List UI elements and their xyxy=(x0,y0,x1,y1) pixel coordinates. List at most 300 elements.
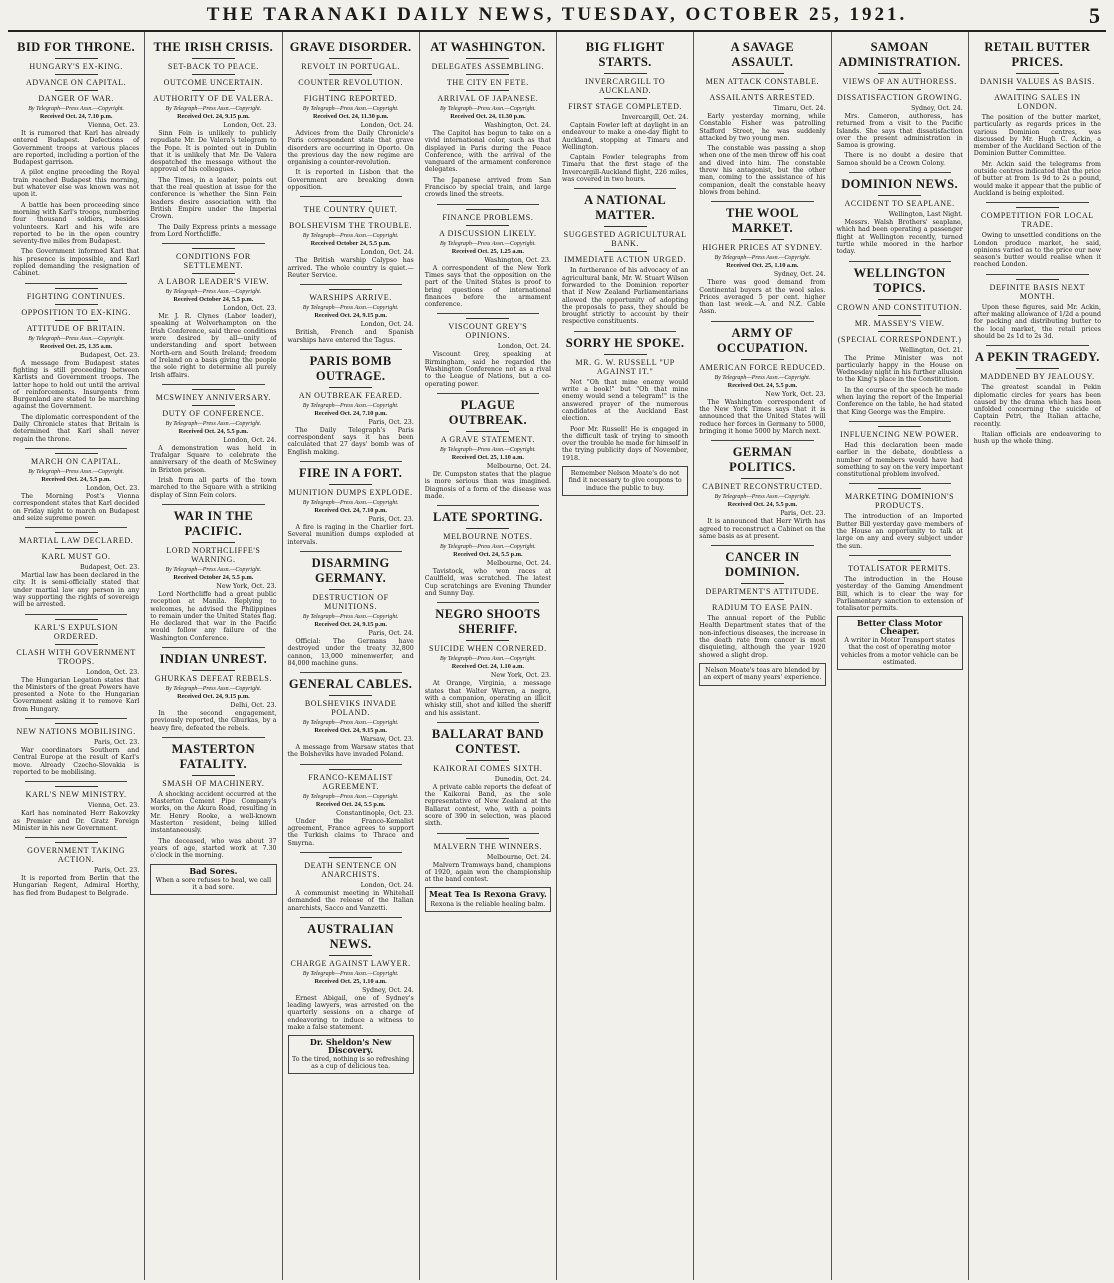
deck-rule xyxy=(55,842,98,843)
subheading: ASSAILANTS ARRESTED. xyxy=(709,93,816,102)
dateline: Sydney, Oct. 24. xyxy=(773,271,826,279)
divider xyxy=(437,833,539,834)
article-paragraph: The Times, in a leader, points out that the real question at issue for the conference is whether the Sinn Fein leaders desire association with the British Empire under the Imperial Crown. xyxy=(150,176,277,221)
subheading: SUGGESTED AGRICULTURAL BANK. xyxy=(563,230,687,249)
received-time: Received Oct. 24, 5.5 p.m. xyxy=(727,501,798,509)
deck-rule xyxy=(878,73,921,74)
byline: By Telegraph—Press Assn.—Copyright. xyxy=(302,613,399,620)
subheading: DANGER OF WAR. xyxy=(38,94,114,103)
deck-rule xyxy=(329,289,372,290)
deck-rule xyxy=(466,760,509,761)
subheading: FRANCO-KEMALIST AGREEMENT. xyxy=(308,772,393,791)
article-paragraph: The constable was passing a shop when one of the men threw off his coat and dived into him. The constable threw his antagonist, but the other man, coming to the assistance of his companion, dealt the constable heavy blows from behind. xyxy=(699,145,826,196)
subheading: THE CITY EN FETE. xyxy=(446,78,529,87)
received-time: Received Oct. 25, 1.10 a.m. xyxy=(451,453,524,461)
dateline: New York, Oct. 23. xyxy=(765,390,826,398)
article xyxy=(288,40,414,191)
headline: WELLINGTON TOPICS. xyxy=(853,265,946,295)
divider xyxy=(300,852,402,853)
deck-rule xyxy=(55,90,98,91)
article-paragraph: A private cable reports the defeat of the Kaikorai Band, as the sole representative of New Zealand at the Ballarat contest, who, with a points score of 390 in selection, was placed sixth. xyxy=(424,783,551,828)
divider xyxy=(574,331,676,332)
article-paragraph: A pilot engine preceding the Royal train reached Budapest this morning, but whatever else was known was not upon it. xyxy=(13,169,140,199)
divider xyxy=(25,448,127,449)
article-paragraph: The position of the butter market, particularly as regards prices in the various Dominion centres, was discussed by Mr. Hugh C. Ackin, a member of the Auckland Section of the Dominion Butter Committee. xyxy=(973,114,1101,158)
byline: By Telegraph—Press Assn.—Copyright. xyxy=(165,685,262,692)
article-paragraph: It is reported from Berlin that the Hungarian Regent, Admiral Horthy, has fled from Budapest to Belgrade. xyxy=(13,875,140,897)
advertisement xyxy=(837,616,963,670)
dateline: Paris, Oct. 23. xyxy=(94,867,140,875)
deck-rule xyxy=(741,599,784,600)
article-paragraph: Sinn Fein is unlikely to publicly repudiate Mr. De Valera's telegram to the Pope. It is pointed out in Dublin that it is unlikely that Mr. De Valera despatched the message without the approval of his colleagues. xyxy=(150,130,277,174)
dateline: Paris, Oct. 23. xyxy=(368,516,414,524)
headline: BIG FLIGHT STARTS. xyxy=(585,40,665,69)
article-paragraph: The Daily Express prints a message from Lord Northcliffe. xyxy=(150,223,277,238)
received-time: Received Oct. 25, 1.10 a.m. xyxy=(726,262,799,270)
subheading: AWAITING SALES IN LONDON. xyxy=(994,93,1081,111)
article-paragraph: Malvern Tramways band, champions of 1920, again won the championship at the band contest. xyxy=(424,861,551,884)
deck-rule xyxy=(192,58,235,59)
deck-rule xyxy=(192,389,235,390)
subheading: CROWN AND CONSTITUTION. xyxy=(837,302,963,312)
received-time: Received Oct. 24, 5.5 p.m. xyxy=(453,551,523,559)
article xyxy=(974,202,1101,268)
byline: By Telegraph—Press Assn.—Copyright. xyxy=(714,494,811,501)
subheading: MADDENED BY JEALOUSY. xyxy=(980,372,1095,382)
divider xyxy=(300,461,402,462)
deck-rule xyxy=(878,315,921,316)
article-paragraph: The Morning Post's Vienna correspondent states that Karl decided on Friday night to march on Budapest and seize supreme power. xyxy=(13,492,140,522)
article-paragraph: Official: The Germans have destroyed under the treaty 32,800 cannon, 13,000 minenwerfer, and 84,000 machine guns. xyxy=(287,637,414,667)
deck-rule xyxy=(192,405,235,406)
deck-rule xyxy=(329,857,372,858)
received-time: Received Oct. 24, 5.5 p.m. xyxy=(41,475,111,483)
divider xyxy=(162,647,264,648)
byline: By Telegraph—Press Assn.—Copyright. xyxy=(165,289,262,296)
article-paragraph: The introduction in the House yesterday of the Gaming Amendment Bill, which is to clear the way for Parliamentary sanction to extension of totalisator permits. xyxy=(836,575,963,613)
article xyxy=(288,461,414,546)
headline: PLAGUE OUTBREAK. xyxy=(448,397,527,427)
deck-rule xyxy=(878,560,921,561)
deck-rule xyxy=(55,619,98,620)
deck-rule xyxy=(55,548,98,549)
byline: By Telegraph—Press Assn.—Copyright. xyxy=(302,793,399,800)
dateline: Delhi, Oct. 23. xyxy=(230,701,277,709)
dateline: New York, Oct. 23. xyxy=(490,672,551,680)
subheading: MUNITION DUMPS EXPLODE. xyxy=(288,488,413,498)
article-paragraph: Mr. J. R. Clynes (Labor leader), speaking at Wolverhampton on the Irish Conference, said three conditions were desired by all—unity of understanding and sport between North-ern and South Ireland; freedom of Ireland on a basis giving the people the sole right to determine all purely Irish affairs. xyxy=(150,313,277,379)
article xyxy=(425,393,551,500)
article-paragraph: Messrs. Walsh Brothers' seaplane, which had been operating a passenger flight at Wellington recently, turned turtle while moored in the harbor today. xyxy=(836,219,963,256)
article-paragraph: Mr. Ackin said the telegrams from outside centres indicated that the price of butter at from 1s 9d to 2s a pound, would make it appear that the public of Auckland is being exploited. xyxy=(973,160,1101,197)
article-paragraph: Lord Northcliffe had a great public reception at Manila. Replying to welcomes, he advised the Philippines to remain under the United States flag. He declared that war in the Pacific would follow any failure of the Washington Conference. xyxy=(150,590,277,642)
subheading: SUICIDE WHEN CORNERED. xyxy=(429,644,547,654)
article xyxy=(13,448,139,522)
article xyxy=(699,321,825,435)
divider xyxy=(300,196,402,197)
subheading: SMASH OF MACHINERY. xyxy=(162,778,265,788)
dateline: Sydney, Oct. 24. xyxy=(362,986,414,994)
advertisement xyxy=(699,663,825,686)
dateline: Washington, Oct. 23. xyxy=(484,256,551,264)
headline: A SAVAGE ASSAULT. xyxy=(730,40,795,69)
subheading: MARTIAL LAW DECLARED. xyxy=(18,536,134,546)
received-time: Received October 24, 5.5 p.m. xyxy=(310,240,391,248)
deck-rule xyxy=(55,532,98,533)
article-paragraph: A shocking accident occurred at the Masterton Cement Pipe Company's works, on the Akura Road, resulting in Mr. Henry Rooke, a well-known Masterton resident, being killed instantaneously. xyxy=(150,790,277,835)
article xyxy=(837,40,963,167)
article-paragraph: The Daily Telegraph's Paris correspondent says it has been calculated that 27 days' bomb was of English making. xyxy=(287,426,414,456)
divider xyxy=(162,243,264,244)
deck-rule xyxy=(329,74,372,75)
deck-rule xyxy=(1016,89,1059,90)
divider xyxy=(574,188,676,189)
dateline: Vienna, Oct. 23. xyxy=(87,802,140,810)
deck-rule xyxy=(329,58,372,59)
article-paragraph: The diplomatic correspondent of the Daily Chronicle states that Britain is determined that Karl shall never regain the throne. xyxy=(13,413,140,443)
received-time: Received October 24, 5.5 p.m. xyxy=(173,296,254,304)
dateline: Invercargill, Oct. 24. xyxy=(621,114,689,121)
article-paragraph: Tavistock, who won races at Caulfield, was scratched. The latest Cup scratchings are Evening Thunder and Sunny Day. xyxy=(424,568,551,598)
subheading: (SPECIAL CORRESPONDENT.) xyxy=(837,334,962,344)
article-paragraph: The introduction of an Imported Butter Bill yesterday gave members of the House an opportunity to talk at large on any and every subject under the sun. xyxy=(836,513,963,550)
byline: By Telegraph—Press Assn.—Copyright. xyxy=(302,720,399,727)
dateline: Melbourne, Oct. 24. xyxy=(486,853,551,861)
article-paragraph: The British warship Calypso has arrived. The whole country is quiet.—Reuter Service. xyxy=(287,257,414,279)
dateline: Paris, Oct. 23. xyxy=(368,418,414,426)
dateline: London, Oct. 23. xyxy=(86,484,140,492)
byline: By Telegraph—Press Assn.—Copyright. xyxy=(28,106,125,112)
dateline: Paris, Oct. 23. xyxy=(780,510,826,518)
dateline: Melbourne, Oct. 24. xyxy=(486,462,551,470)
article-paragraph: Dr. Cumpston states that the plague is more serious than was imagined. Diagnosis of a form of the disease was made. xyxy=(424,470,551,500)
received-time: Received Oct. 24, 9.15 p.m. xyxy=(177,692,250,700)
headline: INDIAN UNREST. xyxy=(159,651,268,666)
article-paragraph: In furtherance of his advocacy of an agricultural bank, Mr. W. Stuart Wilson forwarded to the Dominion reporter that if New Zealand Parliamentarians allowed the opportunity of adopting the proposals to pass, they should be brought strictly to account by their respective constituents. xyxy=(562,267,689,326)
article-paragraph: Martial law has been declared in the city. It is semi-officially stated that under martial law any person in any way supporting the rights of sovereign will be arrested. xyxy=(13,572,140,609)
subheading: LORD NORTHCLIFFE'S WARNING. xyxy=(166,545,261,564)
subheading: INVERCARGILL TO AUCKLAND. xyxy=(585,77,666,95)
column-3 xyxy=(283,32,420,1280)
article-paragraph: Poor Mr. Russell! He is engaged in the difficult task of trying to smooth over the trouble he made for himself in the trying publicity days of November, 1918. xyxy=(562,425,689,462)
byline: By Telegraph—Press Assn.—Copyright. xyxy=(302,106,399,112)
deck-rule xyxy=(192,74,235,75)
byline: By Telegraph—Press Assn.—Copyright. xyxy=(714,374,811,381)
newspaper-title: THE TARANAKI DAILY NEWS, TUESDAY, OCTOBER 25, 1921. xyxy=(206,4,908,25)
article xyxy=(150,40,276,238)
dateline: London, Oct. 24. xyxy=(360,321,414,329)
divider xyxy=(711,440,813,441)
subheading: OUTCOME UNCERTAIN. xyxy=(163,78,264,87)
subheading: DEATH SENTENCE ON ANARCHISTS. xyxy=(304,860,398,879)
deck-rule xyxy=(878,195,921,196)
headline: A PEKIN TRAGEDY. xyxy=(974,350,1100,365)
page-number: 5 xyxy=(1089,3,1100,28)
dateline: Warsaw, Oct. 23. xyxy=(360,736,414,744)
column-1 xyxy=(8,32,145,1280)
received-time: Received October 24, 5.5 p.m. xyxy=(173,573,254,581)
divider xyxy=(162,737,264,738)
received-time: Received Oct. 24, 11.30 p.m. xyxy=(312,113,389,120)
subheading: DEFINITE BASIS NEXT MONTH. xyxy=(989,282,1086,301)
headline: GENERAL CABLES. xyxy=(288,677,413,692)
deck-rule xyxy=(1016,279,1059,280)
divider xyxy=(849,555,951,556)
article xyxy=(425,602,551,716)
article xyxy=(13,40,139,278)
dateline: London, Oct. 23. xyxy=(223,305,277,313)
subheading: NEW NATIONS MOBILISING. xyxy=(16,727,136,737)
deck-rule xyxy=(878,488,921,489)
article xyxy=(425,204,551,309)
article-paragraph: The Capitol has begun to take on a vivid international color, such as that displayed in Paris during the Peace Conference, with the arrival of the vanguard of the armament conference delegates. xyxy=(424,130,551,174)
ad-headline: Meat Tea Is Rexona Gravy. xyxy=(428,889,547,900)
headline: AUSTRALIAN NEWS. xyxy=(307,921,394,951)
byline: By Telegraph—Press Assn.—Copyright. xyxy=(714,255,811,262)
headline: DOMINION NEWS. xyxy=(841,177,958,192)
received-time: Received Oct. 24, 9.15 p.m. xyxy=(314,620,387,628)
subheading: RADIUM TO EASE PAIN. xyxy=(711,603,813,613)
article xyxy=(13,781,139,832)
subheading: MELBOURNE NOTES. xyxy=(443,532,533,542)
divider xyxy=(437,393,539,394)
deck-rule xyxy=(329,387,372,388)
article-paragraph: It is reported in Lisbon that the Government are breaking down opposition. xyxy=(287,169,414,192)
article-paragraph: The Japanese arrived from San Francisco by special train, and large crowds lined the streets. xyxy=(424,176,551,199)
ad-headline: Dr. Sheldon's New Discovery. xyxy=(309,1037,392,1055)
deck-rule xyxy=(741,359,784,360)
article xyxy=(425,833,551,884)
article-paragraph: Upon these figures, said Mr. Ackin, after making allowance of 1/2d a pound for packing and distributing butter to the local market, the retail prices should be 2s 1d to 2s 3d. xyxy=(973,303,1101,340)
received-time: Received Oct. 24, 9.15 p.m. xyxy=(314,727,387,735)
deck-rule xyxy=(192,670,235,671)
article-paragraph: Captain Fowler left at daylight in an endeavour to make a one-day flight to Auckland, stopping at Timaru and Wellington. xyxy=(562,122,689,151)
article-paragraph: The Government informed Karl that his presence is impossible, and Karl replied demanding the resignation of Cabinet. xyxy=(13,248,140,278)
deck-rule xyxy=(741,478,784,479)
subheading: CONDITIONS FOR SETTLEMENT. xyxy=(175,252,251,271)
dateline: New York, Oct. 23. xyxy=(216,582,277,590)
deck-rule xyxy=(878,331,921,332)
received-time: Received Oct. 25, 1.35 a.m. xyxy=(40,342,113,350)
article xyxy=(150,737,276,860)
headline: MASTERTON FATALITY. xyxy=(171,741,256,771)
deck-rule xyxy=(466,90,509,91)
deck-rule xyxy=(878,299,921,300)
subheading: DELEGATES ASSEMBLING. xyxy=(431,62,545,71)
byline: By Telegraph—Press Assn.—Copyright. xyxy=(439,544,536,551)
article xyxy=(288,196,414,279)
deck-rule xyxy=(329,955,372,956)
subheading: A DISCUSSION LIKELY. xyxy=(439,228,537,238)
received-time: Received Oct. 24, 7.10 p.m. xyxy=(39,113,113,120)
received-time: Received Oct. 24, 5.5 p.m. xyxy=(315,800,386,808)
subheading: DESTRUCTION OF MUNITIONS. xyxy=(312,592,389,611)
subheading: AN OUTBREAK FEARED. xyxy=(298,390,403,400)
received-time: Received Oct. 24, 7.10 p.m. xyxy=(314,507,387,515)
article xyxy=(699,40,825,196)
headline: SAMOAN ADMINISTRATION. xyxy=(838,40,961,69)
byline: By Telegraph—Press Assn.—Copyright. xyxy=(28,335,125,342)
subheading: IMMEDIATE ACTION URGED. xyxy=(564,255,687,265)
subheading: CABINET RECONSTRUCTED. xyxy=(702,482,823,492)
subheading: A GRAVE STATEMENT. xyxy=(440,434,535,444)
subheading: A LABOR LEADER'S VIEW. xyxy=(157,277,269,287)
article-paragraph: A fire is raging in the Charlier fort. Several munition dumps exploded at intervals. xyxy=(287,524,414,546)
article-paragraph: Not "Oh that mine enemy would write a book!" but "Oh that mine enemy would send a telegram!" is the answered prayer of the numerous candidates at the Auckland East election. xyxy=(562,378,689,423)
divider xyxy=(849,421,951,422)
article-paragraph: Karl has nominated Herr Rakovzky as Premier and Dr. Gratz Foreign Minister in his new Government. xyxy=(13,810,140,832)
dateline: London, Oct. 23. xyxy=(86,668,140,676)
article xyxy=(150,647,276,732)
subheading: OPPOSITION TO EX-KING. xyxy=(21,307,131,317)
byline: By Telegraph—Press Assn.—Copyright. xyxy=(302,970,399,977)
subheading: KAIKORAI COMES SIXTH. xyxy=(433,763,543,773)
deck-rule xyxy=(55,288,98,289)
article xyxy=(288,917,414,1031)
article xyxy=(699,201,825,315)
article xyxy=(288,852,414,912)
divider xyxy=(849,261,951,262)
dateline: London, Oct. 24. xyxy=(360,122,414,129)
article-paragraph: Had this declaration been made earlier in the debate, doubtless a number of members would have had something to say on the very important constitutional problem involved. xyxy=(836,441,963,479)
headline: BALLARAT BAND CONTEST. xyxy=(431,726,544,756)
column-2 xyxy=(145,32,282,1280)
article-paragraph: A message from Budapest states fighting is still proceeding between Karlists and Government troops. The latter hope to hold out until the arrival of reinforcements. Insurgents from Burgenland are stated to be marching against the Government. xyxy=(13,359,140,411)
subheading: COMPETITION FOR LOCAL TRADE. xyxy=(980,211,1094,230)
headline: CANCER IN DOMINION. xyxy=(724,550,800,580)
deck-rule xyxy=(466,640,509,641)
ad-text: When a sore refuses to heal, we call it a bad sore. xyxy=(155,876,272,892)
subheading: BOLSHEVIKS INVADE POLAND. xyxy=(304,699,397,718)
headline: PARIS BOMB OUTRAGE. xyxy=(309,353,392,383)
article-paragraph: Captain Fowler telegraphs from Timaru that the first stage of the Invercargill-Auckland flight, 226 miles, was covered in two hours. xyxy=(562,154,689,184)
article-paragraph: The greatest scandal in Pekin diplomatic circles for years has been caused by the drama which has been unfolded concerning the suicide of Captain Petri, the Italian attache, recently. xyxy=(973,384,1101,428)
deck-rule xyxy=(329,589,372,590)
divider xyxy=(25,781,127,782)
divider xyxy=(300,349,402,350)
article xyxy=(150,504,276,642)
article-paragraph: A communist meeting in Whitehall demanded the release of the Italian anarchists, Sacco and Vanzetti. xyxy=(287,889,414,912)
dateline: Dunedin, Oct. 24. xyxy=(494,775,551,783)
divider xyxy=(437,722,539,723)
received-time: Received Oct. 24, 9.15 p.m. xyxy=(314,312,387,320)
ad-text: To the tired, nothing is so refreshing as a cup of delicious tea. xyxy=(292,1055,410,1071)
deck-rule xyxy=(329,695,372,696)
subheading: DANISH VALUES AS BASIS. xyxy=(979,77,1095,86)
dateline: Sydney, Oct. 24. xyxy=(911,105,963,112)
subheading: FIGHTING CONTINUES. xyxy=(26,291,126,301)
divider xyxy=(300,284,402,285)
headline: WAR IN THE PACIFIC. xyxy=(173,508,254,538)
article-paragraph: A correspondent of the New York Times says that the opposition on the part of the United States is proof to bring questions of international finances before the armament conference. xyxy=(424,264,551,309)
deck-rule xyxy=(329,201,372,202)
subheading: FIGHTING REPORTED. xyxy=(303,94,398,103)
dateline: Budapest, Oct. 23. xyxy=(80,564,140,572)
column-4 xyxy=(420,32,557,1280)
article-paragraph: The Hungarian Legation states that the Ministers of the great Powers have presented a Note to the Hungarian Government asking it to remove Karl from Hungary. xyxy=(13,676,140,713)
divider xyxy=(711,545,813,546)
deck-rule xyxy=(55,320,98,321)
ad-text: Rexona is the reliable healing balm. xyxy=(430,900,546,908)
headline: A NATIONAL MATTER. xyxy=(584,193,667,223)
byline: By Telegraph—Press Assn.—Copyright. xyxy=(165,106,262,112)
divider xyxy=(437,505,539,506)
deck-rule xyxy=(466,838,509,839)
deck-rule xyxy=(55,723,98,724)
article xyxy=(13,614,139,713)
byline: By Telegraph—Press Assn.—Copyright. xyxy=(302,500,399,507)
divider xyxy=(300,917,402,918)
deck-rule xyxy=(192,775,235,776)
headline: GERMAN POLITICS. xyxy=(729,445,796,475)
deck-rule xyxy=(55,644,98,645)
article xyxy=(13,527,139,608)
subheading: THE COUNTRY QUIET. xyxy=(303,205,398,215)
subheading: DISSATISFACTION GROWING. xyxy=(836,93,963,102)
subheading: AMERICAN FORCE REDUCED. xyxy=(699,362,826,372)
subheading: ARRIVAL OF JAPANESE. xyxy=(437,94,539,103)
divider xyxy=(437,313,539,314)
article xyxy=(974,40,1101,197)
divider xyxy=(300,764,402,765)
deck-rule xyxy=(55,58,98,59)
subheading: HUNGARY'S EX-KING. xyxy=(29,62,123,71)
received-time: Received Oct. 25, 1.25 a.m. xyxy=(451,247,524,255)
subheading: FINANCE PROBLEMS. xyxy=(442,212,534,222)
column-5 xyxy=(557,32,694,1280)
subheading: VISCOUNT GREY'S OPINIONS. xyxy=(448,322,528,341)
deck-rule xyxy=(192,273,235,274)
column-7 xyxy=(832,32,969,1280)
article-paragraph: A message from Warsaw states that the Bolsheviks have invaded Poland. xyxy=(287,744,414,759)
subheading: FIRST STAGE COMPLETED. xyxy=(568,102,683,111)
article-paragraph: Italian officials are endeavoring to hush up the whole thing. xyxy=(973,431,1101,446)
subheading: GHURKAS DEFEAT REBELS. xyxy=(154,673,273,683)
subheading: DEPARTMENT'S ATTITUDE. xyxy=(705,587,820,597)
deck-rule xyxy=(741,239,784,240)
headline: GRAVE DISORDER. xyxy=(289,40,412,54)
subheading: MR. G. W. RUSSELL "UP AGAINST IT." xyxy=(575,357,675,376)
article xyxy=(288,551,414,667)
subheading: ACCIDENT TO SEAPLANE. xyxy=(844,199,955,209)
headline: NEGRO SHOOTS SHERIFF. xyxy=(435,607,541,637)
article xyxy=(150,243,276,379)
article-paragraph: A battle has been proceeding since morning with Karl's troops, numbering four thousand soldiers, besides volunteers. Karl and his wife are reported to be in the open country seventy-five miles from Budapest. xyxy=(13,201,140,246)
received-time: Received Oct. 24, 5.5 p.m. xyxy=(178,427,249,435)
headline: THE WOOL MARKET. xyxy=(725,206,799,236)
received-time: Received Oct. 24, 5.5 p.m. xyxy=(727,381,798,389)
deck-rule xyxy=(192,248,235,249)
article xyxy=(288,349,414,456)
subheading: MARKETING DOMINION'S PRODUCTS. xyxy=(845,492,955,511)
article-paragraph: War coordinators Southern and Central Europe at the result of Karl's move. Already Czecho-Slovakia is reported to be mobilising. xyxy=(13,747,140,776)
deck-rule xyxy=(466,528,509,529)
article-paragraph: Owing to unsettled conditions on the London produce market, he said, opinions varied as to the price our new season's butter would realise when it reached London. xyxy=(973,232,1101,269)
divider xyxy=(300,672,402,673)
subheading: BOLSHEVISM THE TROUBLE. xyxy=(289,221,413,231)
byline: By Telegraph—Press Assn.—Copyright. xyxy=(165,566,262,573)
received-time: Received Oct. 24, 11.30 p.m. xyxy=(450,113,526,120)
divider xyxy=(849,483,951,484)
subheading: COUNTER REVOLUTION. xyxy=(298,78,403,87)
divider xyxy=(437,602,539,603)
subheading: MARCH ON CAPITAL. xyxy=(31,456,122,466)
deck-rule xyxy=(55,453,98,454)
ad-headline: Bad Sores. xyxy=(189,865,238,876)
headline: DISARMING GERMANY. xyxy=(311,555,390,585)
deck-rule xyxy=(466,58,509,59)
divider xyxy=(162,504,264,505)
